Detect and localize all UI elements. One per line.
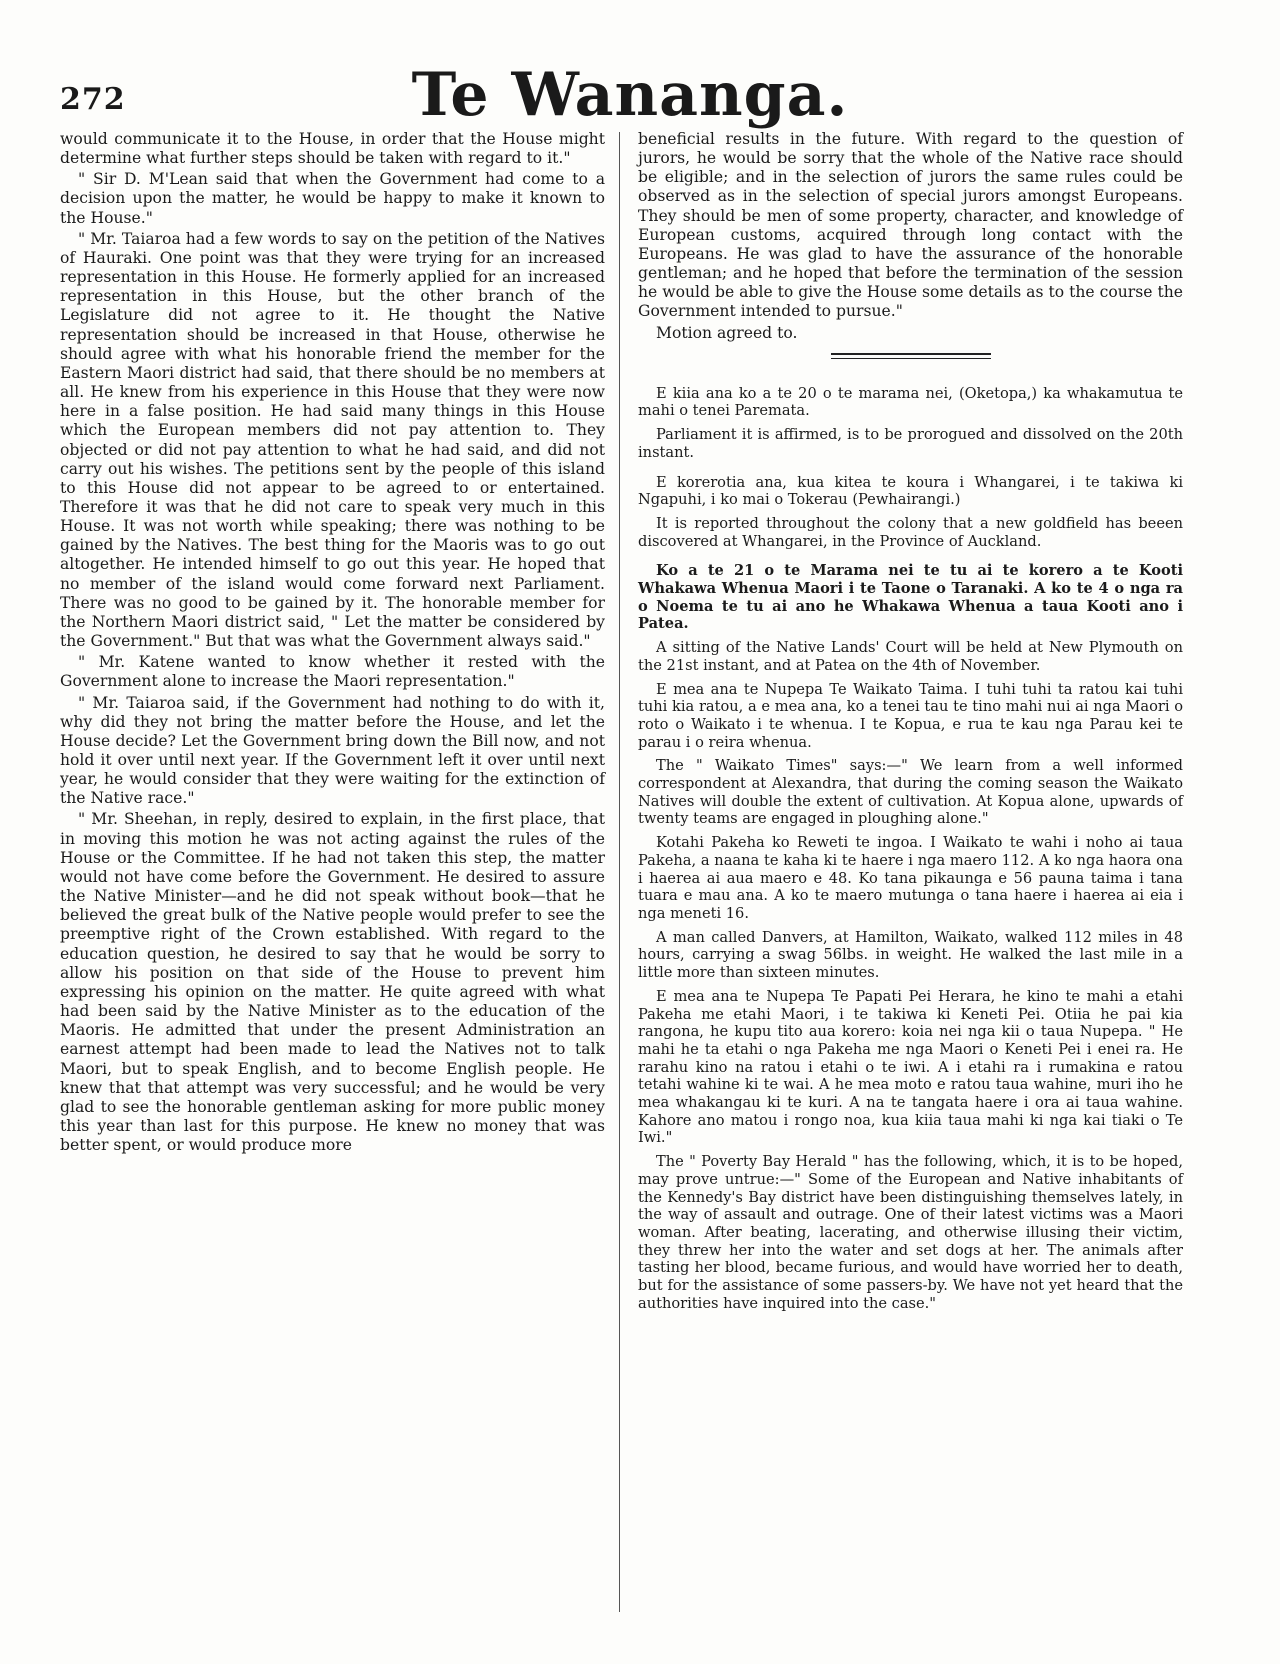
news-item-english: A sitting of the Native Lands' Court will be held at New Plymouth on the 21st instant, and at Patea on the 4th of November.	[638, 639, 1183, 674]
newspaper-page	[60, 60, 1260, 1620]
article-paragraph: beneficial results in the future. With regard to the question of jurors, he would be sorry that the whole of the Native race should be eligible; and in the selection of jurors the same rules could be observed as in the selection of special jurors amongst Europeans. They should be men of some property, character, and knowledge of European customs, acquired through long contact with the Europeans. He was glad to have the assurance of the honorable gentleman; and he hoped that before the termination of the session he would be able to give the House some details as to the course the Government intended to pursue."	[638, 130, 1183, 321]
article-paragraph: " Mr. Taiaroa had a few words to say on the petition of the Natives of Hauraki. One point was that they were trying for an increased representation in this House. He formerly applied for an increased representation in this House, but the other branch of the Legislature did not agree to it. He thought the Native representation should be increased in that House, otherwise he should agree with what his honorable friend the member for the Eastern Maori district had said, that there should be no members at all. He knew from his experience in this House that they were now here in a false position. He had said many things in this House which the European members did not pay attention to. They objected or did not pay attention to what he had said, and did not carry out his wishes. The petitions sent by the people of this island to this House did not appear to be agreed to or entertained. Therefore it was that he did not care to speak very much in this House. It was not worth while speaking; there was nothing to be gained by the Natives. The best thing for the Maoris was to go out altogether. He intended himself to go out this year. He hoped that no member of the island would come forward next Parliament. There was no good to be gained by it. The honorable member for the Northern Maori district said, " Let the matter be considered by the Government." But that was what the Government always said."	[60, 229, 605, 651]
section-separator	[831, 353, 991, 359]
news-item-maori: Kotahi Pakeha ko Reweti te ingoa. I Waikato te wahi i noho ai taua Pakeha, a naana te kaha ki te haere i nga maero 112. A ko nga haora ona i haerea ai aua maero e 48. Ko tana pikaunga e 56 pauna taima i tana tuara e mau ana. A ko te maero mutunga o tana haere i haerea ai eia i nga meneti 16.	[638, 834, 1183, 922]
news-item-maori: E kiia ana ko a te 20 o te marama nei, (Oketopa,) ka whakamutua te mahi o tenei Paremata.	[638, 384, 1183, 420]
news-item-maori: E korerotia ana, kua kitea te koura i Whangarei, i te takiwa ki Ngapuhi, i ko mai o Tokerau (Pewhairangi.)	[638, 473, 1183, 509]
news-item-english: The " Waikato Times" says:—" We learn from a well informed correspondent at Alexandra, that during the coming season the Waikato Natives will double the extent of cultivation. At Kopua alone, upwards of twenty teams are engaged in ploughing alone."	[638, 757, 1183, 828]
news-item-maori: E mea ana te Nupepa Te Waikato Taima. I tuhi tuhi ta ratou kai tuhi tuhi kia ratou, a e mea ana, ko a tenei tau te tino mahi nui ai nga Maori o roto o Waikato i te whenua. I te Kopua, e rua te kau nga Parau kei te parau i o reira whenua.	[638, 680, 1183, 751]
column-divider	[619, 132, 620, 1612]
article-paragraph: would communicate it to the House, in order that the House might determine what further steps should be taken with regard to it."	[60, 130, 605, 168]
article-paragraph: Motion agreed to.	[656, 323, 798, 342]
news-item-english: The " Poverty Bay Herald " has the following, which, it is to be hoped, may prove untrue:—" Some of the European and Native inhabitants of the Kennedy's Bay district have been distinguishing themselves lately, in the way of assault and outrage. One of their latest victims was a Maori woman. After beating, lacerating, and otherwise illusing their victim, they threw her into the water and set dogs at her. The animals after tasting her blood, became furious, and would have worried her to death, but for the assistance of some passers-by. We have not yet heard that the authorities have inquired into the case."	[638, 1153, 1183, 1312]
article-paragraph: " Sir D. M'Lean said that when the Government had come to a decision upon the matter, he would be happy to make it known to the House."	[60, 170, 605, 227]
article-paragraph: " Mr. Sheehan, in reply, desired to explain, in the first place, that in moving this motion he was not acting against the rules of the House or the Committee. If he had not taken this step, the matter would not have come before the Government. He desired to assure the Native Minister—and he did not speak without book—that he believed the great bulk of the Native people would prefer to see the preemptive right of the Crown established. With regard to the education question, he desired to say that he would be sorry to allow his position on that side of the House to prevent him expressing his opinion on the matter. He quite agreed with what had been said by the Native Minister as to the education of the Maoris. He admitted that under the present Administration an earnest attempt had been made to lead the Natives not to talk Maori, but to speak English, and to become English people. He knew that that attempt was very successful; and he would be very glad to see the honorable gentleman asking for more public money this year than last for this purpose. He knew no money that was better spent, or would produce more	[60, 810, 605, 1155]
left-column	[60, 130, 605, 1157]
news-item-english: A man called Danvers, at Hamilton, Waikato, walked 112 miles in 48 hours, carrying a swag 56lbs. in weight. He walked the last mile in a little more than sixteen minutes.	[638, 928, 1183, 982]
article-paragraph: " Mr. Katene wanted to know whether it rested with the Government alone to increase the Maori representation."	[60, 653, 605, 691]
news-item-maori: Ko a te 21 o te Marama nei te tu ai te korero a te Kooti Whakawa Whenua Maori i te Taone o Taranaki. A ko te 4 o nga ra o Noema te tu ai ano he Whakawa Whenua a taua Kooti ano i Patea.	[638, 562, 1183, 633]
masthead-title: Te Wananga.	[411, 60, 849, 130]
news-item-english: It is reported throughout the colony that a new goldfield has beeen discovered at Whangarei, in the Province of Auckland.	[638, 514, 1183, 550]
article-paragraph: " Mr. Taiaroa said, if the Government had nothing to do with it, why did they not bring the matter before the House, and let the House decide? Let the Government bring down the Bill now, and not hold it over until next year. If the Government left it over until next year, he would consider that they were waiting for the extinction of the Native race."	[60, 693, 605, 808]
news-item-english: Parliament it is affirmed, is to be prorogued and dissolved on the 20th instant.	[638, 426, 1183, 461]
right-column	[638, 130, 1183, 1318]
news-item-maori: E mea ana te Nupepa Te Papati Pei Herara, he kino te mahi a etahi Pakeha me etahi Maori, i te takiwa ki Keneti Pei. Otiia he pai kia rangona, he kupu tito aua korero: koia nei nga kii o taua Nupepa. " He mahi he ta etahi o nga Pakeha me nga Maori o Keneti Pei i enei ra. He rarahu kino na ratou i etahi o te iwi. A i etahi ra i rumakina e ratou tetahi wahine ki te wai. A he mea moto e ratou taua wahine, muri iho he mea whakangau ki te kuri. A na te tangata haere i ora ai taua wahine. Kahore ano matou i rongo noa, kua kiia taua mahi ki nga kai tiaki o Te Iwi."	[638, 987, 1183, 1147]
page-number: 272	[60, 82, 126, 117]
